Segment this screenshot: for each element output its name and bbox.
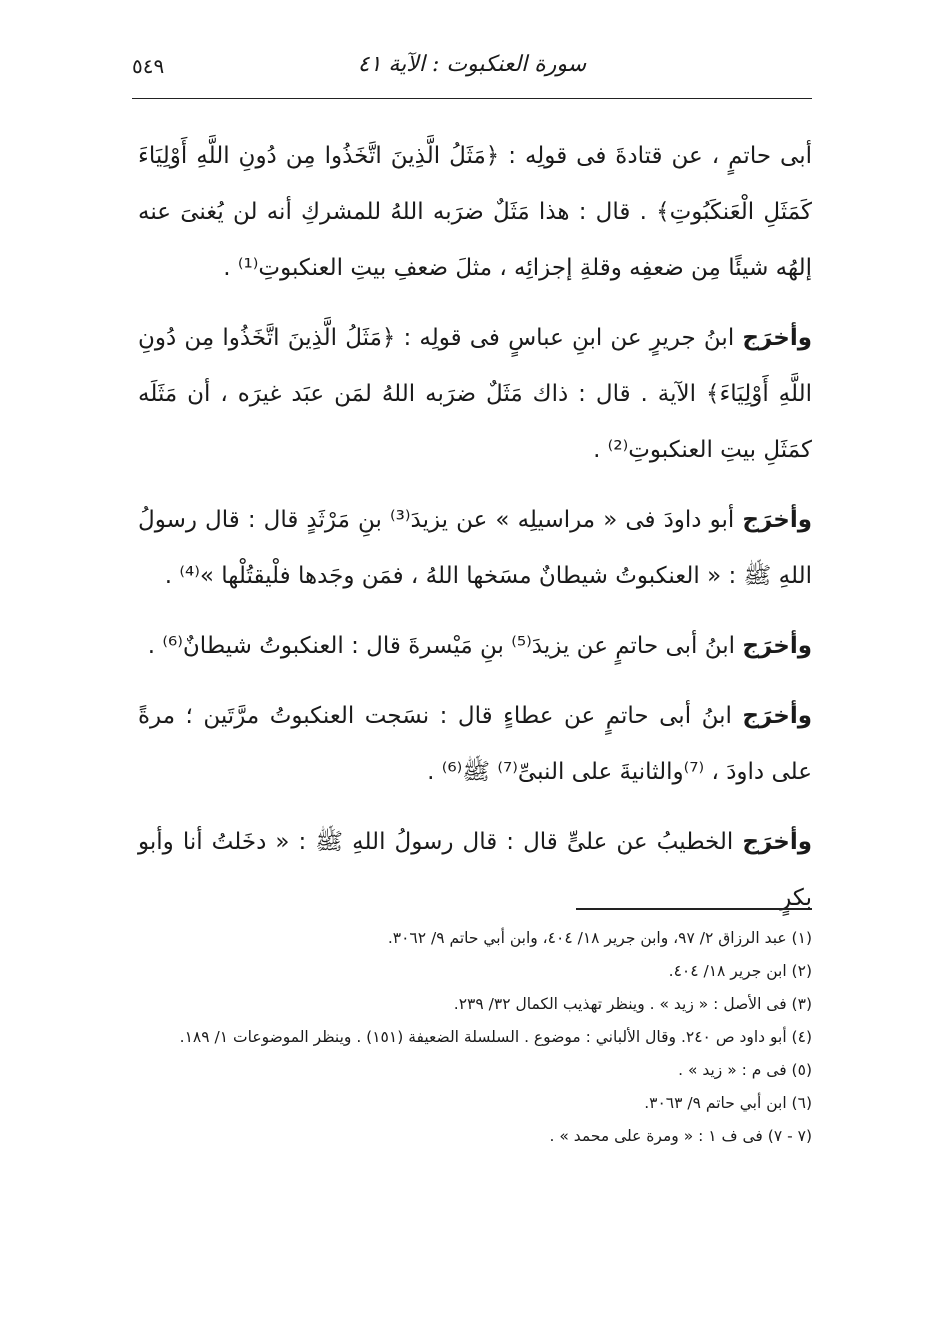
paragraph-lead: وأخرَج xyxy=(742,703,812,729)
paragraph xyxy=(138,310,812,478)
paragraph xyxy=(138,128,812,296)
paragraph-text: أبو داودَ فى « مراسيلِه » عن يزيدَ⁽³⁾ بنِ مَرْثَدٍ قال : قال رسولُ اللهِ ﷺ : « العنكبوتُ شيطانٌ مسَخها اللهُ ، فمَن وجَدها فلْيقتُلْها »⁽⁴⁾ . xyxy=(138,507,812,589)
header-rule xyxy=(132,98,812,99)
paragraph-text: ابنُ أبى حاتمٍ عن عطاءٍ قال : نسَجت العنكبوتُ مرَّتَين ؛ مرةً على داودَ ، ⁽⁷⁾والثانيةَ على النبىِّ⁽⁷⁾ ﷺ⁽⁶⁾ . xyxy=(138,703,812,785)
footnote-rule xyxy=(576,908,812,910)
footnote: (٣) فى الأصل : « زيد » . وينظر تهذيب الكمال ٣٢/ ٢٣٩. xyxy=(453,995,812,1013)
footnote: (٢) ابن جرير ١٨/ ٤٠٤. xyxy=(668,962,812,980)
page-number: ٥٤٩ xyxy=(132,54,165,78)
paragraph-text: ابنُ جريرٍ عن ابنِ عباسٍ فى قولِه : ﴿مَثَلُ الَّذِينَ اتَّخَذُوا مِن دُونِ اللَّهِ أَوْلِيَاءَ﴾ الآية . قال : ذاك مَثَلٌ ضرَبه اللهُ لمَن عبَد غيرَه ، أن مَثَلَه كمَثَلِ بيتِ العنكبوتِ⁽²⁾ . xyxy=(138,325,812,463)
page-header xyxy=(132,52,812,92)
paragraph-lead: وأخرَج xyxy=(742,325,812,351)
paragraph-lead: وأخرَج xyxy=(742,633,812,659)
footnote: (٤) أبو داود ص ٢٤٠. وقال الألباني : موضوع . السلسلة الضعيفة (١٥١) . وينظر الموضوعات ١/ ١٨٩. xyxy=(179,1028,812,1046)
paragraph-lead: وأخرَج xyxy=(742,507,812,533)
main-text xyxy=(138,128,812,940)
paragraph-text: أبى حاتمٍ ، عن قتادةَ فى قولِه : ﴿مَثَلُ الَّذِينَ اتَّخَذُوا مِن دُونِ اللَّهِ أَوْلِيَاءَ كَمَثَلِ الْعَنكَبُوتِ﴾ . قال : هذا مَثَلٌ ضرَبه اللهُ للمشركِ أنه لن يُغنىَ عنه إلهُه شيئًا مِن ضعفِه وقلةِ إجزائِه ، مثلَ ضعفِ بيتِ العنكبوتِ⁽¹⁾ . xyxy=(138,143,812,281)
paragraph xyxy=(138,492,812,604)
footnote: (٥) فى م : « زيد » . xyxy=(678,1061,812,1079)
paragraph-lead: وأخرَج xyxy=(742,829,812,855)
paragraph xyxy=(138,618,812,674)
paragraph-text: الخطيبُ عن علىٍّ قال : قال رسولُ اللهِ ﷺ : « دخَلتُ أنا وأبو بكرٍ xyxy=(138,829,812,911)
footnotes xyxy=(138,922,812,1153)
running-title: سورة العنكبوت : الآية ٤١ xyxy=(357,52,587,77)
footnote: (٧ - ٧) فى ف ١ : « ومرة على محمد » . xyxy=(549,1127,812,1145)
footnote: (٦) ابن أبي حاتم ٩/ ٣٠٦٣. xyxy=(644,1094,812,1112)
footnote: (١) عبد الرزاق ٢/ ٩٧، وابن جرير ١٨/ ٤٠٤، وابن أبي حاتم ٩/ ٣٠٦٢. xyxy=(387,929,812,947)
paragraph-text: ابنُ أبى حاتمٍ عن يزيدَ⁽⁵⁾ بنِ مَيْسرةَ قال : العنكبوتُ شيطانٌ⁽⁶⁾ . xyxy=(147,633,743,659)
paragraph xyxy=(138,688,812,800)
